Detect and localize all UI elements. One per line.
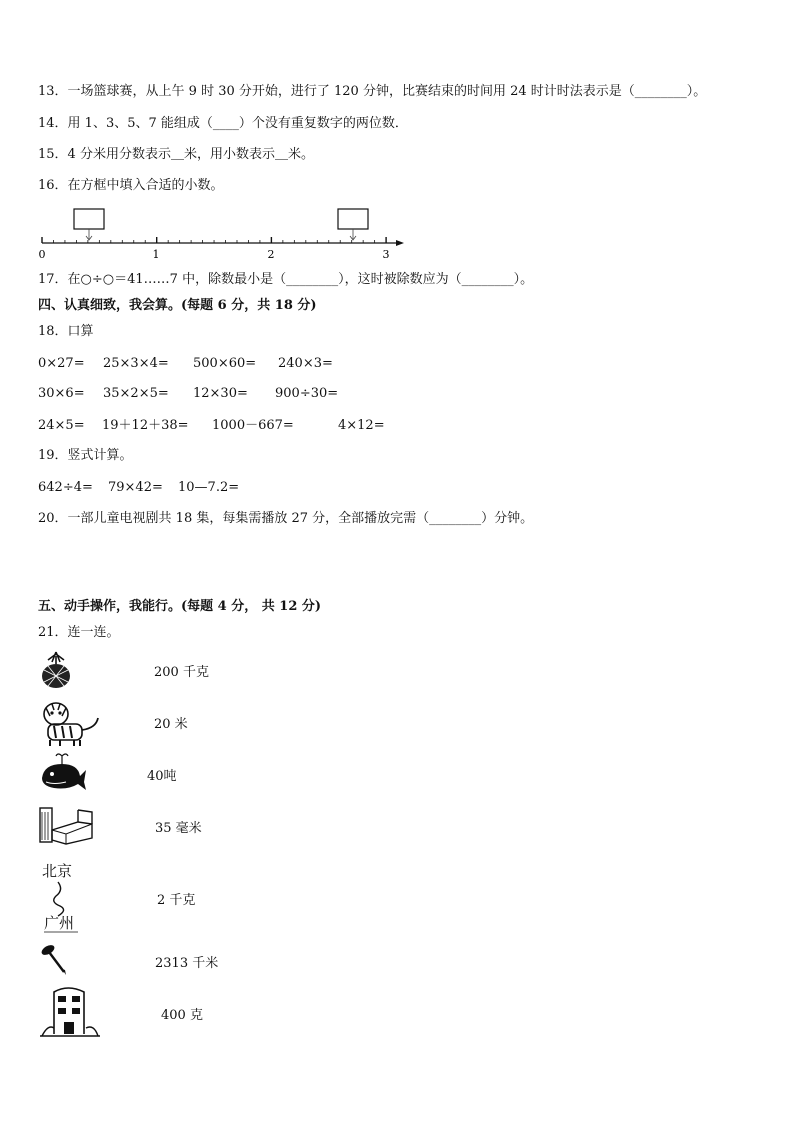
oral-calc-item: 4×12= [338,418,385,433]
building-icon [40,984,100,1042]
question-20: 20．一部儿童电视剧共 18 集，每集需播放 27 分，全部播放完需（________）分钟。 [38,511,534,526]
match-label-3: 40吨 [147,769,177,784]
oral-calc-item: 25×3×4= [103,356,169,371]
tick-label-1: 1 [152,248,160,261]
tiger-icon [38,698,102,752]
oral-calc-item: 0×27= [38,356,85,371]
match-label-1: 200 千克 [154,665,209,680]
match-label-2: 20 米 [154,717,188,732]
oral-calc-item: 19＋12＋38= [102,418,189,433]
nail-icon [40,942,70,980]
oral-calc-item: 24×5= [38,418,85,433]
question-13: 13．一场篮球赛，从上午 9 时 30 分开始，进行了 120 分钟，比赛结束的时间用 24 时计时法表示是（________）。 [38,84,707,99]
answer-box-2[interactable] [338,209,368,229]
question-19: 19．竖式计算。 [38,448,133,463]
match-label-5: 2 千克 [157,893,196,908]
section-5-title: 五、动手操作，我能行。(每题 4 分， 共 12 分) [38,599,322,614]
match-label-6: 2313 千米 [155,956,219,971]
oral-calc-item: 500×60= [193,356,257,371]
question-15: 15．4 分米用分数表示＿米，用小数表示＿米。 [38,147,314,162]
oral-calc-item: 30×6= [38,386,85,401]
vertical-calc-item: 10—7.2= [178,480,240,495]
tick-label-2: 2 [267,248,275,261]
question-14: 14．用 1、3、5、7 能组成（____）个没有重复数字的两位数． [38,116,408,131]
whale-icon [38,752,88,796]
vertical-calc-item: 642÷4= [38,480,93,495]
question-21: 21．连一连。 [38,625,120,640]
oral-calc-item: 1000－667= [212,418,294,433]
oral-calc-item: 240×3= [278,356,333,371]
number-line [38,205,408,265]
oral-calc-item: 12×30= [193,386,248,401]
number-line-graphic [38,205,408,261]
oral-calc-item: 35×2×5= [103,386,169,401]
bed-icon [38,800,94,850]
oral-calc-item: 900÷30= [275,386,339,401]
match-label-4: 35 毫米 [155,821,202,836]
question-18: 18．口算 [38,324,94,339]
tick-label-0: 0 [38,248,46,261]
map-route-icon [40,858,84,934]
question-16: 16．在方框中填入合适的小数。 [38,178,224,193]
answer-box-1[interactable] [74,209,104,229]
map-text-guangzhou: 广州 [44,914,75,932]
tick-label-3: 3 [382,248,390,261]
section-4-title: 四、认真细致，我会算。(每题 6 分，共 18 分) [38,298,317,313]
pineapple-icon [38,650,74,694]
vertical-calc-item: 79×42= [108,480,163,495]
question-17: 17．在○÷○＝41……7 中，除数最小是（________），这时被除数应为（________）。 [38,272,534,287]
map-text-beijing: 北京 [42,862,73,880]
match-label-7: 400 克 [161,1008,203,1023]
